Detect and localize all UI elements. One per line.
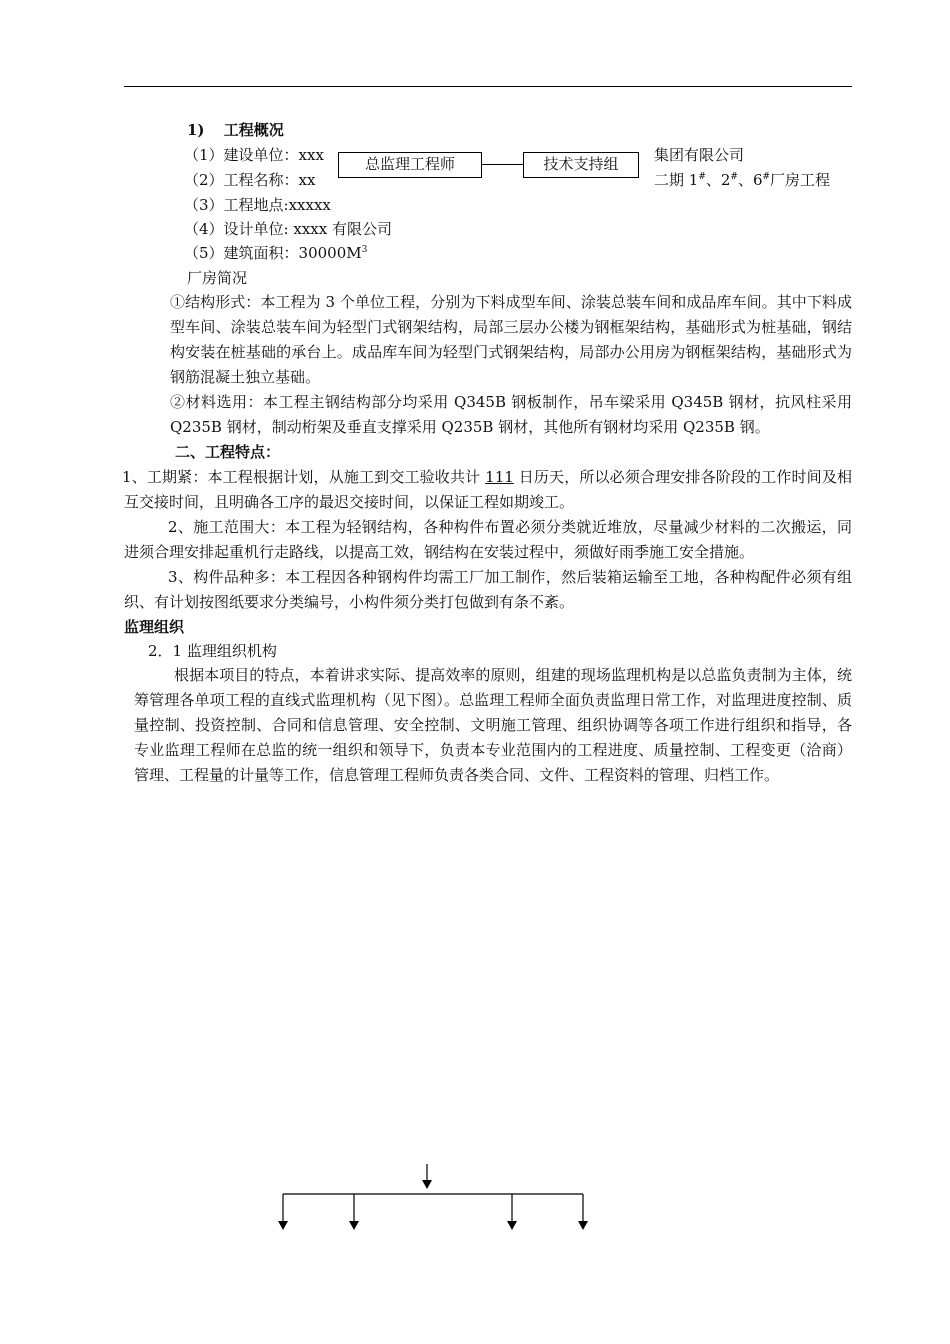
- item-owner: （1）建设单位：xxx: [184, 146, 324, 164]
- sup-mark-2: #: [730, 172, 738, 182]
- top-arrow-head: [422, 1180, 432, 1189]
- feature-1-days: 111: [485, 468, 514, 486]
- feature-3-paragraph: 3、构件品种多：本工程因各种钢构件均需工厂加工制作，然后装箱运输至工地，各种构配件必须有组织、有计划按图纸要求分类编号，小构件须分类打包做到有条不紊。: [124, 568, 852, 611]
- phase-text-2: 、2: [705, 171, 731, 189]
- section-3-heading: 监理组织: [124, 618, 185, 636]
- project-name-suffix: [654, 170, 830, 190]
- feature-1-paragraph: [124, 465, 852, 515]
- heading-number: 1): [187, 121, 205, 139]
- owner-suffix: 集团有限公司: [654, 146, 745, 164]
- item-location: （3）工程地点:xxxxx: [184, 196, 331, 214]
- factory-heading: 厂房简况: [187, 269, 248, 287]
- area-superscript: 3: [361, 245, 368, 255]
- section-3-subheading: 2．1 监理组织机构: [148, 642, 277, 660]
- tech-support-box: 技术支持组: [523, 152, 639, 178]
- material-paragraph: ②材料选用：本工程主钢结构部分均采用 Q345B 钢板制作，吊车梁采用 Q345B 钢材，抗风柱采用 Q235B 钢材，制动桁架及垂直支撑采用 Q235B 钢材，其他所有钢材均采用 Q235B 钢。: [170, 393, 852, 436]
- feature-2-paragraph: 2、施工范围大：本工程为轻钢结构，各种构件布置必须分类就近堆放，尽量减少材料的二次搬运，同进须合理安排起重机行走路线，以提高工效，钢结构在安装过程中，须做好雨季施工安全措施。: [124, 518, 852, 561]
- phase-text-3: 、6: [737, 171, 763, 189]
- feature-1-pre: 1、工期紧：本工程根据计划，从施工到交工验收共计: [122, 468, 486, 486]
- branch-arrow-4: [578, 1221, 588, 1230]
- org-chart-arrows: [0, 1150, 950, 1250]
- phase-text: 二期 1: [654, 171, 699, 189]
- chief-engineer-box: 总监理工程师: [338, 152, 482, 178]
- header-rule: [124, 86, 852, 87]
- item-project-name: （2）工程名称：xx: [184, 171, 316, 189]
- item-designer: （4）设计单位: xxxx 有限公司: [184, 220, 392, 238]
- branch-arrow-3: [507, 1221, 517, 1230]
- branch-arrow-1: [278, 1221, 288, 1230]
- phase-text-4: 厂房工程: [770, 171, 831, 189]
- box-connector: [481, 164, 523, 165]
- structure-paragraph: ①结构形式：本工程为 3 个单位工程，分别为下料成型车间、涂装总装车间和成品库车间。其中下料成型车间、涂装总装车间为轻型门式钢架结构，局部三层办公楼为钢框架结构，基础形式为桩基础，钢结构安装在桩基础的承台上。成品库车间为轻型门式钢架结构，局部办公用房为钢框架结构，基础形式为钢筋混凝土独立基础。: [170, 293, 852, 386]
- sup-mark-1: #: [698, 172, 706, 182]
- sup-mark-3: #: [762, 172, 771, 182]
- feature-1-post: 日历天，所以必须合理安排各阶段的工作时间及相互交接时间，且明确各工序的最迟交接时间，以保证工程如期竣工。: [124, 468, 852, 511]
- branch-arrow-2: [349, 1221, 359, 1230]
- item-area: [184, 243, 367, 263]
- item-area-text: （5）建筑面积：30000M: [184, 244, 362, 262]
- org-paragraph: 根据本项目的特点，本着讲求实际、提高效率的原则，组建的现场监理机构是以总监负责制为主体，统筹管理各单项工程的直线式监理机构（见下图）。总监理工程师全面负责监理日常工作，对监理进度控制、质量控制、投资控制、合同和信息管理、安全控制、文明施工管理、组织协调等各项工作进行组织和指导，各专业监理工程师在总监的统一组织和领导下，负责本专业范围内的工程进度、质量控制、工程变更（洽商）管理、工程量的计量等工作，信息管理工程师负责各类合同、文件、工程资料的管理、归档工作。: [134, 666, 852, 784]
- heading-text: 工程概况: [223, 121, 284, 139]
- section-2-heading: 二、工程特点：: [175, 443, 281, 461]
- section-1-heading: [187, 120, 284, 140]
